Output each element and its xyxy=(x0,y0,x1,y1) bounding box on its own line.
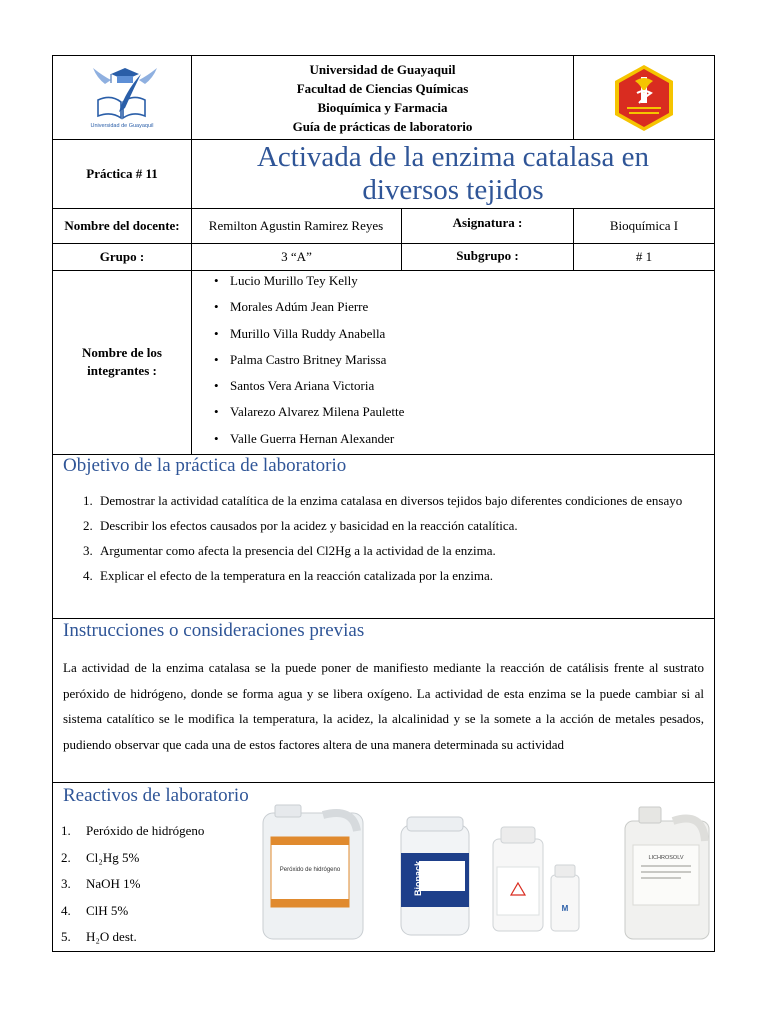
bottle-peroxide xyxy=(263,805,363,939)
university-name: Universidad de Guayaquil xyxy=(309,61,456,77)
subject-value: Bioquímica I xyxy=(609,217,679,233)
faculty-seal xyxy=(574,56,714,139)
item-text: ClH 5% xyxy=(86,902,129,918)
list-item: • Valarezo Alvarez Milena Paulette xyxy=(203,402,703,428)
item-number: 1. xyxy=(61,823,71,838)
item-text: H₂O dest. xyxy=(86,929,137,944)
group-label: Grupo : xyxy=(99,248,145,264)
practice-number: Práctica # 11 xyxy=(86,166,158,181)
objective-title: Objetivo de la práctica de laboratorio xyxy=(63,455,347,476)
item-number: 5. xyxy=(61,929,71,944)
instructions-title: Instrucciones o consideraciones previas xyxy=(63,620,365,641)
university-logo xyxy=(53,56,191,139)
teacher-value: Remilton Agustin Ramirez Reyes xyxy=(208,217,384,233)
instructions-text: La actividad de la enzima catalasa se la puede poner de manifiesto mediante la reacción de catálisis frente al sustrato peróxido de hidrógeno, donde se forma agua y se libera oxígeno. La actividad de esta enzima se la puede cambiar si al sistema catalítico se le modifica la temperatura, la acidez, la alcalinidad y se la somete a la acción de metales pesados, pudiendo observar que cada una de estos factores altera de una manera determinada su actividad xyxy=(63,660,704,752)
item-text: NaOH 1% xyxy=(86,876,141,891)
list-item: • Palma Castro Britney Marissa xyxy=(203,350,703,376)
list-item xyxy=(53,513,704,538)
bottle-biopack xyxy=(401,817,469,935)
item-text: Demostrar la actividad catalítica de la enzima catalasa en diversos tejidos bajo diferentes condiciones de ensayo xyxy=(100,493,683,508)
item-number: 2. xyxy=(83,518,93,533)
members-label: Nombre de los integrantes : xyxy=(82,345,162,378)
subgroup-value: # 1 xyxy=(635,248,653,264)
list-item xyxy=(53,488,704,513)
list-item: • Valle Guerra Hernan Alexander xyxy=(203,429,703,455)
list-item xyxy=(53,901,253,928)
reagents-title: Reactivos de laboratorio xyxy=(63,785,249,806)
career-name: Bioquímica y Farmacia xyxy=(317,99,448,115)
practice-title: Activada de la enzima catalasa en diversos tejidos xyxy=(256,141,650,206)
bottle1-label: Peróxido de hidrógeno xyxy=(279,867,341,873)
item-text: Peróxido de hidrógeno xyxy=(86,823,205,838)
item-number: 3. xyxy=(61,876,71,891)
list-item: • Santos Vera Ariana Victoria xyxy=(203,376,703,402)
item-number: 4. xyxy=(61,902,71,918)
list-item xyxy=(53,874,253,901)
list-item: • Lucio Murillo Tey Kelly xyxy=(203,271,703,297)
subgroup-label: Subgrupo : xyxy=(456,247,519,263)
bottle3-label: M xyxy=(561,904,569,913)
item-number: 3. xyxy=(83,543,93,558)
item-number: 2. xyxy=(61,849,71,865)
bottle-merck xyxy=(493,827,579,931)
item-text: Describir los efectos causados por la acidez y basicidad en la reacción catalítica. xyxy=(100,518,518,533)
document-page xyxy=(52,55,715,952)
list-item: • Murillo Villa Ruddy Anabella xyxy=(203,324,703,350)
reagent-bottles-image xyxy=(253,801,714,951)
teacher-label: Nombre del docente: xyxy=(64,217,180,233)
bottle2-label: Biopack xyxy=(413,860,423,896)
list-item xyxy=(53,563,704,588)
subject-label: Asignatura : xyxy=(452,215,523,230)
reagents-list xyxy=(53,821,253,954)
logo-caption: Universidad de Guayaquil xyxy=(90,123,154,129)
guide-name: Guía de prácticas de laboratorio xyxy=(292,118,473,134)
list-item xyxy=(53,538,704,563)
objective-list xyxy=(53,488,704,588)
list-item xyxy=(53,821,253,848)
item-text: Argumentar como afecta la presencia del Cl2Hg a la actividad de la enzima. xyxy=(100,543,496,558)
faculty-name: Facultad de Ciencias Químicas xyxy=(296,80,469,96)
list-item: • Morales Adúm Jean Pierre xyxy=(203,297,703,323)
group-value: 3 “A” xyxy=(281,248,312,264)
members-list xyxy=(203,271,703,455)
item-number: 4. xyxy=(83,568,93,583)
header-titles xyxy=(192,56,573,139)
item-number: 1. xyxy=(83,493,93,508)
item-text: Explicar el efecto de la temperatura en la reacción catalizada por la enzima. xyxy=(100,568,494,583)
item-text: Cl₂Hg 5% xyxy=(86,849,140,865)
bottle-lichrosolv xyxy=(625,807,709,939)
bottle4-label: LICHROSOLV xyxy=(648,855,684,861)
list-item xyxy=(53,848,253,875)
list-item xyxy=(53,927,253,954)
